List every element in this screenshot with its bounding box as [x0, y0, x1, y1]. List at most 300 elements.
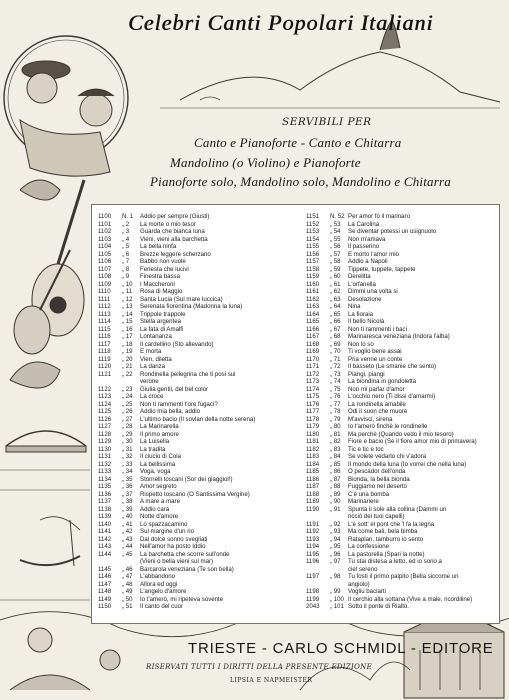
catalog-title: La Marinarella [140, 423, 179, 430]
catalog-number: „ 26 [122, 408, 133, 415]
man-face [27, 73, 57, 103]
catalog-number: „ 41 [122, 520, 133, 528]
catalog-code: 1165 [306, 318, 320, 325]
catalog-code: 1150 [98, 603, 112, 610]
catalog-number: N. 1 [122, 213, 134, 220]
catalog-code: 1133 [98, 468, 112, 475]
catalog-number: „ 53 [330, 220, 341, 228]
catalog-title: Allora ed oggi [140, 580, 178, 588]
catalog-number: „ 69 [330, 340, 341, 348]
catalog-title: angiolo) [348, 580, 370, 588]
catalog-title: La barchetta che scorre sull'onde [140, 550, 230, 558]
catalog-number: „ 100 [330, 595, 344, 603]
catalog-title: Vieni, vieni alla barchetta [140, 235, 208, 243]
catalog-code: 1125 [98, 408, 112, 415]
catalog-number: „ 101 [330, 603, 344, 610]
catalog-code: 1127 [98, 423, 112, 430]
catalog-number: „ 24 [122, 393, 133, 400]
vesuvius-illustration [180, 52, 500, 102]
catalog-number: „ 11 [122, 288, 133, 295]
catalog-title: La morte o mio tesor [140, 220, 196, 228]
catalog-code: 1122 [98, 385, 112, 393]
catalog-code: 1190 [306, 505, 320, 513]
catalog-code: 1143 [98, 543, 112, 550]
catalog-number: „ 36 [122, 483, 133, 490]
catalog-code: 1136 [98, 490, 112, 498]
catalog-title: Il primo amore [140, 430, 179, 438]
catalog-code: 1161 [306, 288, 320, 295]
catalog-title: Barcarola veneziana (Te son bella) [140, 565, 234, 573]
catalog-number: „ 21 [122, 363, 133, 370]
catalog-number: N. 52 [330, 213, 345, 220]
catalog-number: „ 91 [330, 505, 341, 513]
catalog-title: La fata di Amalfi [140, 325, 184, 333]
catalog-title: L'abbandono [140, 573, 176, 580]
catalog-code: 1170 [306, 355, 320, 363]
catalog-number: „ 40 [122, 513, 133, 520]
catalog-code: 1156 [306, 250, 320, 258]
catalog-code: 1174 [306, 385, 320, 393]
catalog-code: 1100 [98, 213, 112, 220]
catalog-title: Vogliu baciarti [348, 588, 386, 595]
catalog-title: Giulia gentil, del bel color [140, 385, 209, 393]
catalog-title: Addio cara [140, 505, 170, 513]
catalog-title: Desolazione [348, 295, 382, 303]
catalog-title: Il mondo della luna (Io vorrei che nella luna) [348, 460, 467, 468]
catalog-number: „ 56 [330, 243, 341, 250]
catalog-title: Spunta il sole alla collina (Dammi un [348, 505, 447, 513]
catalog-title: Non ti rammenti i baci [348, 325, 407, 333]
catalog-number: „ 57 [330, 250, 341, 258]
catalog-code: 1173 [306, 378, 320, 385]
catalog-code: 1123 [98, 393, 112, 400]
catalog-number: „ 38 [122, 498, 133, 505]
catalog-number: „ 88 [330, 483, 341, 490]
catalog-code: 1105 [98, 250, 112, 258]
catalog-code: 1116 [98, 333, 111, 340]
catalog-title: Il cerchio alla sottana (Vive a male, ricordiline) [348, 595, 473, 603]
catalog-code: 1101 [98, 220, 112, 228]
catalog-code: 1137 [98, 498, 112, 505]
catalog-title: M'avvisci, sirena [348, 415, 393, 423]
catalog-number: „ 59 [330, 265, 341, 273]
catalog-code: 1194 [306, 543, 320, 550]
catalog-title: La danza [140, 363, 166, 370]
catalog-code: 1181 [306, 438, 320, 445]
catalog-title: La rondinella amabile [348, 400, 406, 408]
catalog-title: verone [140, 378, 159, 385]
catalog-code: 1145 [98, 565, 112, 573]
catalog-title: E morta [140, 348, 162, 355]
rights-notice: RISERVATI TUTTI I DIRITTI DELLA PRESENTE EDIZIONE [146, 663, 372, 671]
catalog-code: 1134 [98, 475, 112, 483]
instrumentation-line-2: Mandolino (o Violino) e Pianoforte [170, 155, 361, 170]
catalog-code: 1103 [98, 235, 112, 243]
instrumentation-line-3: Pianoforte solo, Mandolino solo, Mandolino e Chitarra [150, 174, 451, 189]
catalog-number: „ 8 [122, 265, 130, 273]
catalog-code: 1151 [306, 213, 320, 220]
catalog-code: 1132 [98, 460, 112, 468]
catalog-title: Tu stai distesa a letto, ed io sono a [348, 558, 442, 565]
catalog-title: Marinariere [348, 498, 379, 505]
catalog-title: Rataplan, tamburro io sento [348, 535, 424, 543]
catalog-code: 1175 [306, 393, 320, 400]
catalog-title: Il ciucio di Cola [140, 453, 181, 460]
catalog-title: L'angelo d'amore [140, 588, 187, 595]
catalog-number: „ 62 [330, 288, 341, 295]
catalog-code: 1157 [306, 258, 320, 265]
catalog-number: „ 50 [122, 595, 133, 603]
catalog-code: 1162 [306, 295, 320, 303]
catalog-number: „ 85 [330, 460, 341, 468]
catalog-code: 1163 [306, 303, 320, 310]
catalog-number: „ 99 [330, 588, 341, 595]
catalog-code: 1160 [306, 280, 320, 288]
catalog-title: Rondinella pellegrina che ti posi sul [140, 370, 236, 378]
catalog-code: 1126 [98, 415, 112, 423]
catalog-title: I Maccheroni [140, 280, 175, 288]
gondola-illustration [20, 556, 80, 565]
catalog-title: Tu fosti il primo palpito (Bella siccome un [348, 573, 459, 580]
catalog-code: 1188 [306, 490, 320, 498]
catalog-title: L'orfanella [348, 280, 376, 288]
catalog-number: „ 47 [122, 573, 133, 580]
catalog-title: Piangi, piangi [348, 370, 385, 378]
catalog-title: Il cardellino (Sto allevando) [140, 340, 214, 348]
catalog-code: 1197 [306, 573, 320, 580]
catalog-code: 1107 [98, 265, 112, 273]
catalog-title: Il basseto (Le smanie che sento) [348, 363, 437, 370]
catalog-code: 1180 [306, 430, 320, 438]
catalog-number: „ 67 [330, 325, 341, 333]
catalog-title: Stella argentea [140, 318, 181, 325]
catalog-code: 1140 [98, 520, 112, 528]
catalog-code: 1121 [98, 370, 112, 378]
catalog-number: „ 97 [330, 558, 341, 565]
catalog-title: Il bello Nicolà [348, 318, 385, 325]
catalog-number: „ 68 [330, 333, 341, 340]
catalog-title: L'occhio nero (Ti dissi d'amarmi) [348, 393, 436, 400]
catalog-title: Finestra bassa [140, 273, 180, 280]
catalog-number: „ 4 [122, 235, 130, 243]
catalog-number: „ 83 [330, 445, 341, 453]
catalog-number: „ 18 [122, 340, 133, 348]
catalog-title: Fuggiamo nel deserto [348, 483, 407, 490]
catalog-title: Fiore e bacio (Se il fiore amor mio di primavera) [348, 438, 477, 445]
catalog-title: Babbo non vuole [140, 258, 186, 265]
catalog-title: La tradita [140, 445, 166, 453]
catalog-number: „ 87 [330, 475, 341, 483]
catalog-code: 1147 [98, 580, 112, 588]
catalog-title: Ma come bali, bela bimba [348, 528, 418, 535]
catalog-code: 1153 [306, 228, 320, 235]
catalog-title: Rispetto toscano (O Santissima Vergine) [140, 490, 250, 498]
catalog-number: „ 35 [122, 475, 133, 483]
catalog-title: Odi il suon che muore [348, 408, 408, 415]
catalog-code: 1195 [306, 550, 320, 558]
publisher-line: TRIESTE - CARLO SCHMIDL - EDITORE [188, 640, 494, 657]
catalog-title: E morto l'amor mio [348, 250, 399, 258]
catalog-title: O pescador dell'onda [348, 468, 406, 475]
catalog-code: 1164 [306, 310, 320, 318]
catalog-title: Io t'amerò finchè le rondinelle [348, 423, 428, 430]
catalog-title: Tippete, tuppete, tappete [348, 265, 416, 273]
catalog-number: „ 12 [122, 295, 133, 303]
catalog-code: 1148 [98, 588, 112, 595]
catalog-title: Pria venne un conte [348, 355, 403, 363]
catalog-number: „ 45 [122, 550, 133, 558]
catalog-title: Non ti rammenti t'ore fugaci? [140, 400, 218, 408]
catalog-number: „ 46 [122, 565, 133, 573]
catalog-code: 1108 [98, 273, 112, 280]
catalog-panel [91, 204, 500, 624]
catalog-title: Addio per sempre (Giusti) [140, 213, 210, 220]
catalog-number: „ 6 [122, 250, 130, 258]
catalog-title: La Luisella [140, 438, 170, 445]
catalog-code: 1176 [306, 400, 320, 408]
catalog-title: La fioraia [348, 310, 374, 318]
catalog-code: 1177 [306, 408, 320, 415]
catalog-title: La confessione [348, 543, 389, 550]
catalog-code: 1115 [98, 325, 111, 333]
catalog-number: „ 3 [122, 228, 130, 235]
catalog-title: Lo spazzacamino [140, 520, 188, 528]
catalog-title: A mare a mare [140, 498, 180, 505]
catalog-code: 1158 [306, 265, 320, 273]
catalog-number: „ 82 [330, 438, 341, 445]
catalog-title: La bellissima [140, 460, 176, 468]
catalog-title: Addio mia bella, addio [140, 408, 200, 415]
catalog-number: „ 42 [122, 528, 133, 535]
catalog-code: 1117 [98, 340, 111, 348]
catalog-number: „ 71 [330, 355, 341, 363]
catalog-number: „ 17 [122, 333, 133, 340]
catalog-code: 1189 [306, 498, 320, 505]
lipsia-line: LIPSIA E NAPMEISTER [230, 677, 313, 684]
catalog-number: „ 44 [122, 543, 133, 550]
catalog-title: Addio a Napoli [348, 258, 388, 265]
catalog-title: La pastorella (Spari la notte) [348, 550, 425, 558]
catalog-number: „ 20 [122, 355, 133, 363]
catalog-title: Nell'amor ha posto Iddio [140, 543, 206, 550]
catalog-title: Stornelli toscani (Sor dei giaggiol!) [140, 475, 233, 483]
catalog-code: 1114 [98, 318, 111, 325]
catalog-code: 1178 [306, 415, 320, 423]
catalog-number: „ 84 [330, 453, 341, 460]
catalog-number: „ 22 [122, 370, 133, 378]
catalog-title: (Vieni o bella vieni sul mar) [140, 558, 214, 565]
catalog-title: Se diventar potessi un usignuolo [348, 228, 437, 235]
catalog-number: „ 48 [122, 580, 133, 588]
catalog-code: 1139 [98, 513, 112, 520]
catalog-code: 1186 [306, 475, 320, 483]
catalog-number: „ 49 [122, 588, 133, 595]
catalog-title: Brezze leggere scherzano [140, 250, 211, 258]
woman-face [80, 94, 112, 126]
catalog-number: „ 79 [330, 415, 341, 423]
catalog-number: „ 2 [122, 220, 130, 228]
catalog-code: 1198 [306, 588, 320, 595]
catalog-number: „ 9 [122, 273, 130, 280]
catalog-code: 1193 [306, 535, 320, 543]
catalog-number: „ 76 [330, 393, 341, 400]
catalog-number: „ 98 [330, 573, 341, 580]
catalog-title: Rosa di Maggio [140, 288, 183, 295]
catalog-number: „ 31 [122, 445, 133, 453]
catalog-title: C'è una bomba [348, 490, 390, 498]
catalog-number: „ 78 [330, 408, 341, 415]
catalog-code: 1171 [306, 363, 320, 370]
catalog-number: „ 93 [330, 528, 341, 535]
catalog-number: „ 81 [330, 430, 341, 438]
catalog-number: „ 65 [330, 310, 341, 318]
catalog-code: 1135 [98, 483, 112, 490]
catalog-title: ricciò dei tuoi capelli) [348, 513, 405, 520]
catalog-title: L'ultimo bacio (Il sovlan della notte serena) [140, 415, 256, 423]
catalog-title: Il canto del cuor [140, 603, 184, 610]
catalog-number: „ 43 [122, 535, 133, 543]
catalog-row [98, 603, 296, 611]
catalog-number: „ 15 [122, 318, 133, 325]
catalog-code: 1142 [98, 535, 112, 543]
catalog-code: 1124 [98, 400, 112, 408]
catalog-title: Amor segreto [140, 483, 177, 490]
catalog-title: La croce [140, 393, 164, 400]
catalog-number: „ 74 [330, 378, 341, 385]
catalog-number: „ 33 [122, 460, 133, 468]
catalog-code: 1172 [306, 370, 320, 378]
catalog-number: „ 63 [330, 295, 341, 303]
catalog-number: „ 70 [330, 348, 341, 355]
catalog-code: 1110 [98, 288, 111, 295]
page-title: Celebri Canti Popolari Italiani [128, 10, 434, 35]
catalog-title: La bella ninfa [140, 243, 177, 250]
catalog-title: Ti voglio bene assai [348, 348, 402, 355]
catalog-code: 1138 [98, 505, 112, 513]
catalog-number: „ 90 [330, 498, 341, 505]
catalog-code: 1141 [98, 528, 112, 535]
catalog-title: Ma perchè (Quando vedo il mio tesoro) [348, 430, 454, 438]
catalog-code: 1168 [306, 340, 320, 348]
catalog-number: „ 77 [330, 400, 341, 408]
catalog-number: „ 29 [122, 430, 133, 438]
catalog-title: La biondina in gondoletta [348, 378, 417, 385]
catalog-number: „ 16 [122, 325, 133, 333]
catalog-code: 1113 [98, 310, 111, 318]
catalog-code: 1129 [98, 438, 112, 445]
catalog-title: Non m'amava [348, 235, 386, 243]
catalog-row [306, 603, 496, 611]
catalog-number: „ 39 [122, 505, 133, 513]
catalog-title: Tic e tic e toc [348, 445, 384, 453]
catalog-number: „ 10 [122, 280, 133, 288]
catalog-number: „ 54 [330, 228, 341, 235]
catalog-number: „ 73 [330, 370, 341, 378]
catalog-code: 1131 [98, 453, 112, 460]
catalog-title: La Carolina [348, 220, 380, 228]
catalog-code: 2043 [306, 603, 320, 610]
catalog-title: Nina [348, 303, 361, 310]
catalog-code: 1104 [98, 243, 112, 250]
catalog-number: „ 64 [330, 303, 341, 310]
catalog-code: 1118 [98, 348, 111, 355]
catalog-code: 1130 [98, 445, 112, 453]
catalog-title: Per amor fò il marinaro [348, 213, 410, 220]
catalog-number: „ 14 [122, 310, 133, 318]
catalog-code: 1152 [306, 220, 320, 228]
catalog-title: Dal dolce sonno svegliati [140, 535, 208, 543]
catalog-number: „ 30 [122, 438, 133, 445]
catalog-title: Serenata fiorentina (Madonna la luna) [140, 303, 243, 310]
catalog-code: 1191 [306, 520, 320, 528]
catalog-title: Se volete vedarlo chi v'adora [348, 453, 427, 460]
catalog-number: „ 80 [330, 423, 341, 430]
catalog-number: „ 32 [122, 453, 133, 460]
catalog-title: Fenesta che lucivi [140, 265, 189, 273]
catalog-number: „ 94 [330, 535, 341, 543]
catalog-code: 1106 [98, 258, 112, 265]
catalog-number: „ 96 [330, 550, 341, 558]
instrumentation-line-1: Canto e Pianoforte - Canto e Chitarra [194, 135, 402, 150]
catalog-code: 1169 [306, 348, 320, 355]
catalog-number: „ 75 [330, 385, 341, 393]
catalog-number: „ 89 [330, 490, 341, 498]
catalog-code: 1199 [306, 595, 320, 603]
catalog-number: „ 7 [122, 258, 130, 265]
catalog-code: 1192 [306, 528, 320, 535]
catalog-number: „ 61 [330, 280, 341, 288]
catalog-code: 1128 [98, 430, 112, 438]
bridge-illustration [6, 431, 86, 446]
catalog-code: 1112 [98, 303, 111, 310]
catalog-code: 1146 [98, 573, 112, 580]
catalog-code: 1187 [306, 483, 320, 490]
catalog-number: „ 66 [330, 318, 341, 325]
catalog-number: „ 92 [330, 520, 341, 528]
catalog-title: Voga, voga [140, 468, 171, 475]
catalog-code: 1184 [306, 460, 320, 468]
catalog-title: Marinaresca veneziana (Indora l'alba) [348, 333, 450, 340]
catalog-code: 1111 [98, 295, 111, 303]
catalog-code: 1183 [306, 453, 320, 460]
catalog-code: 1166 [306, 325, 320, 333]
catalog-code: 1144 [98, 550, 112, 558]
catalog-title: Guarda che bianca luna [140, 228, 205, 235]
catalog-code: 1185 [306, 468, 320, 475]
catalog-code: 1159 [306, 273, 320, 280]
catalog-number: „ 19 [122, 348, 133, 355]
catalog-number: „ 13 [122, 303, 133, 310]
catalog-number: „ 72 [330, 363, 341, 370]
catalog-number: „ 60 [330, 273, 341, 280]
catalog-code: 1196 [306, 558, 320, 565]
catalog-code: 1179 [306, 423, 320, 430]
catalog-code: 1182 [306, 445, 320, 453]
catalog-title: Lontananza [140, 333, 172, 340]
catalog-number: „ 23 [122, 385, 133, 393]
catalog-number: „ 86 [330, 468, 341, 475]
catalog-title: Vien, diletta [140, 355, 172, 363]
catalog-title: Sul margine d'un rio [140, 528, 195, 535]
catalog-code: 1102 [98, 228, 112, 235]
catalog-number: „ 95 [330, 543, 341, 550]
catalog-code: 1167 [306, 333, 320, 340]
catalog-code: 1154 [306, 235, 320, 243]
catalog-title: Notte d'amore [140, 513, 179, 520]
catalog-title: Derelitta [348, 273, 371, 280]
catalog-title: Io t'amerò, mi ripeteva sovente [140, 595, 224, 603]
catalog-code: 1149 [98, 595, 112, 603]
